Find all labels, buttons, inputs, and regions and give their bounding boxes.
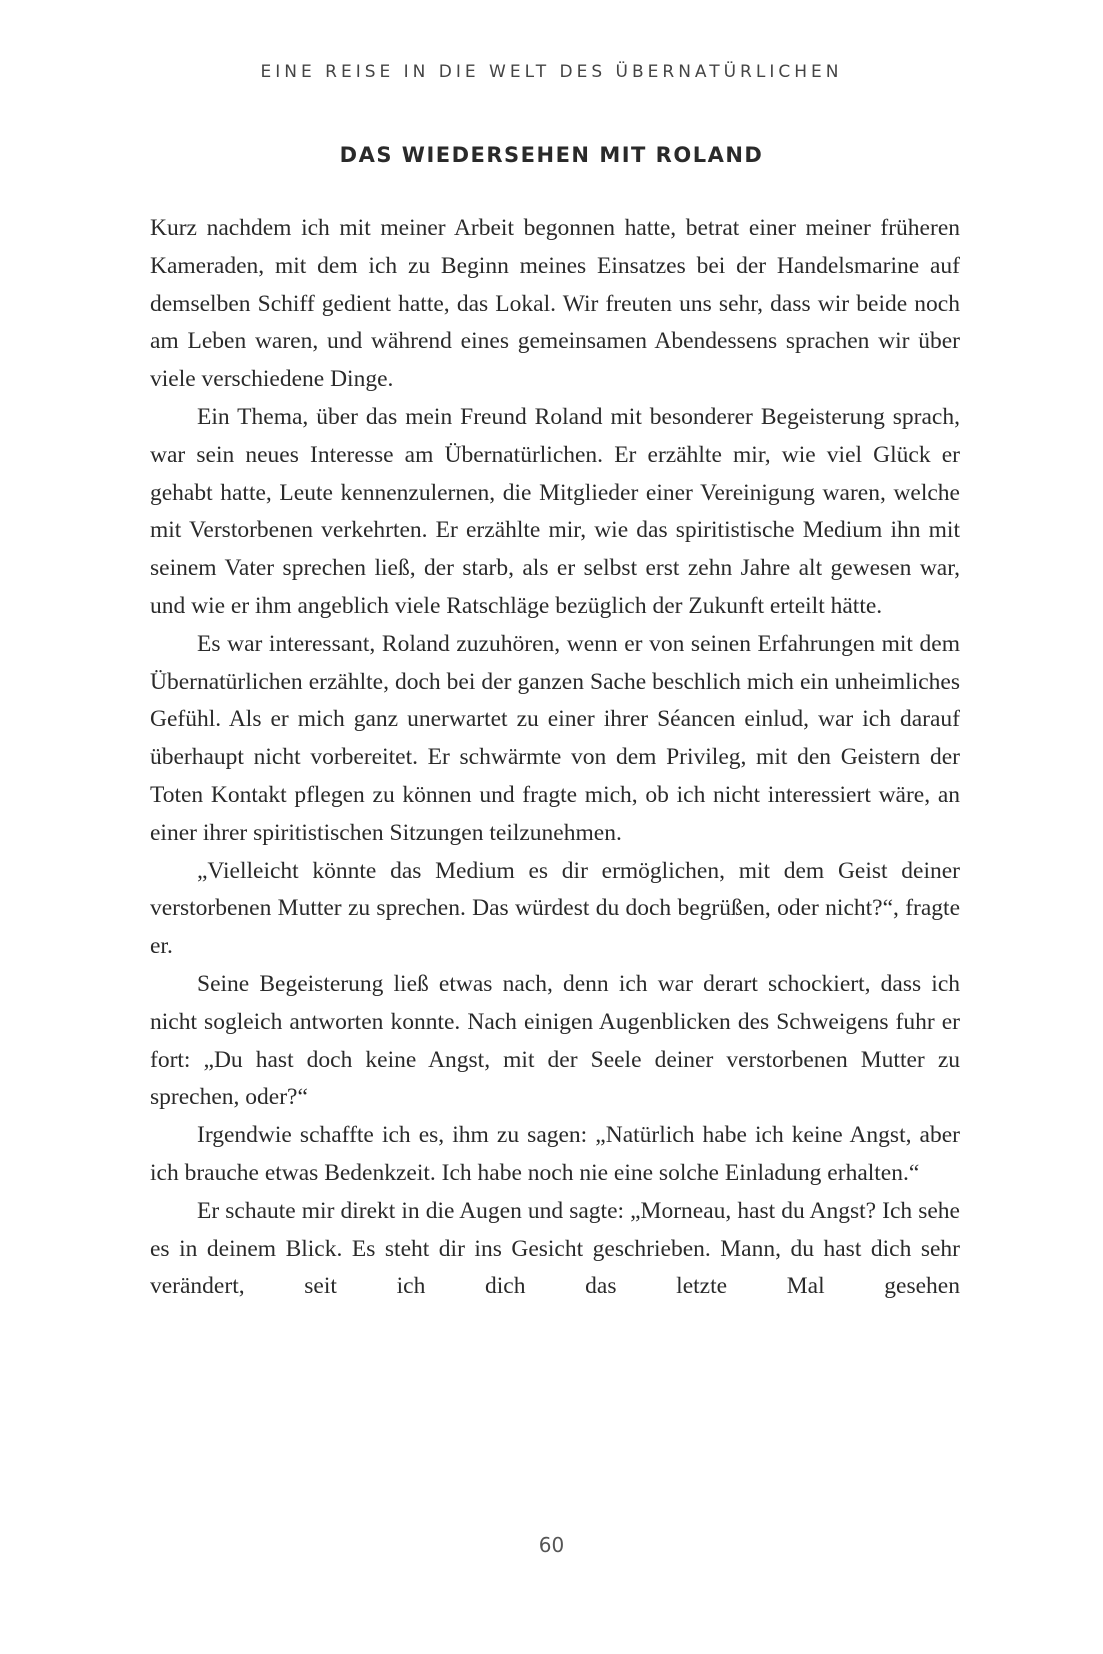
chapter-title: DAS WIEDERSEHEN MIT ROLAND [339,143,764,167]
paragraph-5: Seine Begeisterung ließ etwas nach, denn ich war derart schockiert, dass ich nicht sogleich antworten konnte. Nach einigen Augenblicken des Schweigens fuhr er fort: „Du hast doch keine Angst, mit der Seele deiner verstorbenen Mutter zu sprechen, oder?“ [150,970,960,1111]
paragraph-4: „Vielleicht könnte das Medium es dir ermöglichen, mit dem Geist deiner verstorbenen Mutter zu sprechen. Das würdest du doch begrüßen, oder nicht?“, fragte er. [150,857,960,960]
paragraph-6: Irgendwie schaffte ich es, ihm zu sagen: „Natürlich habe ich keine Angst, aber ich brauche etwas Bedenkzeit. Ich habe noch nie eine solche Einladung erhalten.“ [150,1122,960,1186]
paragraph-3: Es war interessant, Roland zuzuhören, wenn er von seinen Erfahrungen mit dem Übernatürlichen erzählte, doch bei der ganzen Sache beschlich mich ein unheimliches Gefühl. Als er mich ganz unerwartet zu einer ihrer Séancen einlud, war ich darauf überhaupt nicht vorbereitet. Er schwärmte von dem Privileg, mit den Geistern der Toten Kontakt pflegen zu können und fragte mich, ob ich nicht interessiert wäre, an einer ihrer spiritistischen Sitzungen teilzunehmen. [150,630,960,846]
body-text [150,210,960,1306]
running-head: EINE REISE IN DIE WELT DES ÜBERNATÜRLICHEN [260,62,843,82]
paragraph-7: Er schaute mir direkt in die Augen und sagte: „Morneau, hast du Angst? Ich sehe es in deinem Blick. Es steht dir ins Gesicht geschrieben. Mann, du hast dich sehr verändert, seit ich dich das letzte Mal gesehen [150,1197,960,1300]
page-number: 60 [538,1533,565,1557]
paragraph-1: Kurz nachdem ich mit meiner Arbeit begonnen hatte, betrat einer meiner früheren Kameraden, mit dem ich zu Beginn meines Einsatzes bei der Handelsmarine auf demselben Schiff gedient hatte, das Lokal. Wir freuten uns sehr, dass wir beide noch am Leben waren, und während eines gemeinsamen Abendessens sprachen wir über viele verschiedene Dinge. [150,215,960,393]
paragraph-2: Ein Thema, über das mein Freund Roland mit besonderer Begeisterung sprach, war sein neues Interesse am Übernatürlichen. Er erzählte mir, wie viel Glück er gehabt hatte, Leute kennenzulernen, die Mitglieder einer Vereinigung waren, welche mit Verstorbenen verkehrten. Er erzählte mir, wie das spiritistische Medium ihn mit seinem Vater sprechen ließ, der starb, als er selbst erst zehn Jahre alt gewesen war, und wie er ihm angeblich viele Ratschläge bezüglich der Zukunft erteilt hätte. [150,403,960,619]
